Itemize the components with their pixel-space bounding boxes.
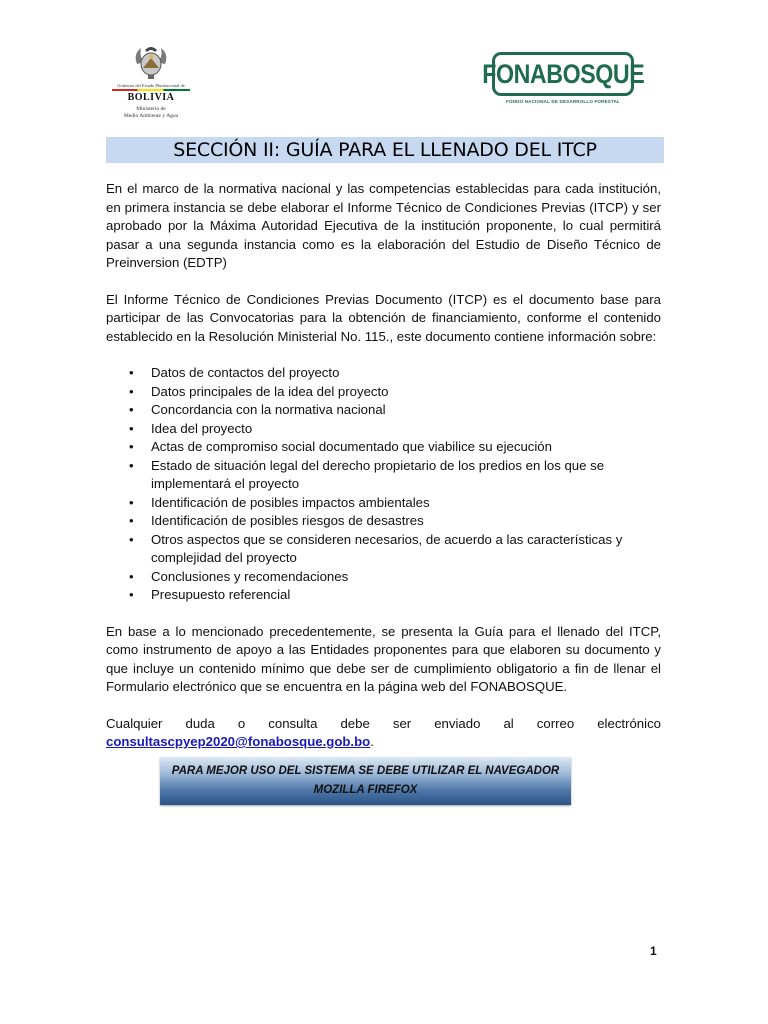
list-item: • Datos de contactos del proyecto [106,364,661,383]
fonabosque-name: FONABOSQUE [481,58,645,89]
email-link[interactable]: consultascpyep2020@fonabosque.gob.bo [106,734,371,749]
banner-line-2: MOZILLA FIREFOX [313,784,418,796]
fonabosque-logo-box [481,52,645,96]
flag-stripe [112,89,190,91]
section-title-bar [106,137,664,163]
list-item: • Identificación de posibles riesgos de desastres [106,512,661,531]
contact-word: consulta [268,715,318,731]
gov-country: BOLIVIA [127,92,175,103]
coat-of-arms-icon [131,44,171,82]
contact-word: correo [536,715,575,731]
guide-paragraph: En base a lo mencionado precedentemente, se presenta la Guía para el llenado del ITCP, como instrumento de apoyo a las Entidades proponentes para que elaboren su documento y que incluye un contenido mínimo que debe ser de cumplimiento obligatorio a fin de llenar el Formulario electrónico que se encuentra en la página web del FONABOSQUE. [106,623,661,694]
contact-word: electrónico [597,715,661,731]
contact-word: ser [392,715,412,731]
list-item: • Conclusiones y recomendaciones [106,568,661,587]
government-logo [106,44,196,120]
list-item: • Idea del proyecto [106,420,661,439]
list-item: • Estado de situación legal del derecho propietario de los predios en los que se implementará el proyecto [106,457,661,494]
list-item: • Datos principales de la idea del proyecto [106,383,661,402]
contact-word: debe [340,715,370,731]
topics-list [106,364,661,605]
document-body [106,180,661,752]
contact-word: enviado [434,715,481,731]
contact-word: o [237,715,246,731]
ministry-line-2: Medio Ambiente y Agua [123,112,179,119]
banner-line-1: PARA MEJOR USO DEL SISTEMA SE DEBE UTILIZAR EL NAVEGADOR [171,765,560,777]
intro-paragraph: En el marco de la normativa nacional y las competencias establecidas para cada institución, en primera instancia se debe elaborar el Informe Técnico de Condiciones Previas (ITCP) y ser aprobado por la Máxima Autoridad Ejecutiva de la institución proponente, lo cual permitirá pasar a una segunda instancia como es la elaboración del Estudio de Diseño Técnico de Preinversion (EDTP) [106,181,661,270]
contact-word: duda [185,715,215,731]
browser-banner [160,757,571,805]
fonabosque-subtitle: FONDO NACIONAL DE DESARROLLO FORESTAL [506,99,620,104]
section-title: SECCIÓN II: GUÍA PARA EL LLENADO DEL ITCP [173,139,597,161]
email-trailing: . [370,734,374,749]
fonabosque-logo [481,52,645,104]
contact-word: Cualquier [106,715,163,731]
contact-word: al [503,715,514,731]
email-line [106,733,661,752]
ministry-name [106,106,196,119]
contact-line [106,715,661,734]
gov-line: Gobierno del Estado Plurinacional de [117,83,185,88]
itcp-paragraph: El Informe Técnico de Condiciones Previas Documento (ITCP) es el documento base para participar de las Convocatorias para la obtención de financiamiento, conforme el contenido establecido en la Resolución Ministerial No. 115., este documento contiene información sobre: [106,291,661,344]
ministry-line-1: Ministerio de [136,106,166,112]
list-item: • Presupuesto referencial [106,586,661,605]
list-item: • Otros aspectos que se consideren necesarios, de acuerdo a las características y complejidad del proyecto [106,531,661,568]
list-item: • Concordancia con la normativa nacional [106,401,661,420]
list-item: • Actas de compromiso social documentado que viabilice su ejecución [106,438,661,457]
contact-paragraph [106,715,661,752]
list-item: • Identificación de posibles impactos ambientales [106,494,661,513]
page-number: 1 [650,944,657,958]
